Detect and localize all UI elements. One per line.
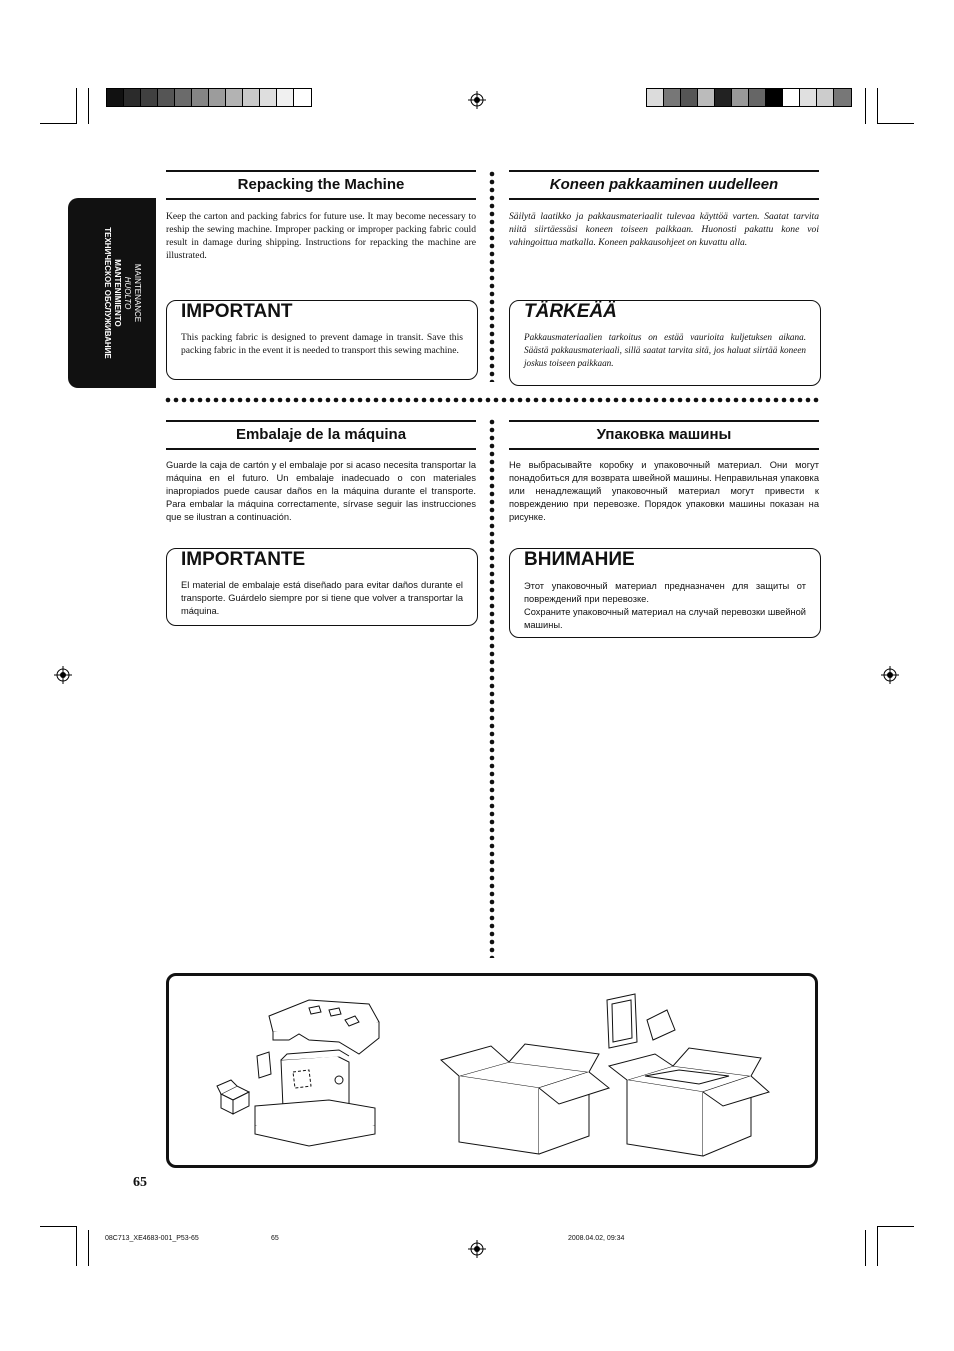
important-box-text: Pakkausmateriaalien tarkoitus on estää vaurioita kuljetuksen aikana. Säästä pakkausmateriaali, sillä saatat tarvita sitä, jos haluat siirtää koneen joskus toiseen paikkaan.: [524, 332, 806, 368]
registration-mark-icon: [54, 666, 72, 684]
color-swatch: [277, 89, 294, 106]
registration-mark-icon: [881, 666, 899, 684]
footer-timestamp: 2008.04.02, 09:34: [568, 1235, 625, 1242]
chapter-side-tab-label: [102, 203, 142, 383]
color-swatch: [715, 89, 732, 106]
color-swatch: [766, 89, 783, 106]
important-box-title: TÄRKEÄÄ: [524, 301, 617, 322]
accessory-box-icon: [217, 1080, 249, 1114]
packed-box-icon: [609, 1048, 769, 1156]
color-swatch: [209, 89, 226, 106]
important-box-finnish: [509, 300, 821, 386]
page-number: 65: [133, 1175, 147, 1190]
important-box-russian: [509, 548, 821, 638]
color-swatch: [834, 89, 851, 106]
color-swatch: [817, 89, 834, 106]
important-box-english: [166, 300, 478, 380]
section-title-finnish: Koneen pakkaaminen uudelleen: [509, 170, 819, 200]
section-title-russian: Упаковка машины: [509, 420, 819, 450]
repacking-illustration-frame: [166, 973, 818, 1168]
packing-piece-icon: [257, 1052, 271, 1078]
side-tab-line: MANTENIMIENTO: [113, 259, 122, 327]
crop-mark: [865, 88, 866, 124]
color-swatch: [294, 89, 311, 106]
color-swatch: [783, 89, 800, 106]
registration-mark-icon: [468, 91, 486, 109]
section-title-spanish: Embalaje de la máquina: [166, 420, 476, 450]
crop-mark: [40, 1226, 76, 1227]
crop-mark: [76, 88, 77, 124]
important-box-title: IMPORTANT: [181, 301, 293, 322]
registration-mark-icon: [468, 1240, 486, 1258]
important-box-text: El material de embalaje está diseñado para evitar daños durante el transporte. Guárdelo siempre por si tiene que volver a transportar la máquina.: [181, 580, 463, 616]
footer-file-name: 08C713_XE4683-001_P53-65: [105, 1235, 199, 1242]
color-swatch: [158, 89, 175, 106]
bottom-styrofoam-icon: [255, 1100, 375, 1146]
important-box-text: Сохраните упаковочный материал на случай перевозки швейной машины.: [524, 607, 806, 630]
color-swatch: [192, 89, 209, 106]
color-swatch: [226, 89, 243, 106]
packing-board-icon: [607, 994, 675, 1048]
color-swatch: [732, 89, 749, 106]
color-swatch: [260, 89, 277, 106]
crop-mark: [88, 88, 89, 124]
important-box-title: IMPORTANTE: [181, 549, 306, 570]
top-styrofoam-icon: [269, 1000, 379, 1054]
color-swatch: [124, 89, 141, 106]
color-swatch: [243, 89, 260, 106]
footer-page: 65: [271, 1235, 279, 1242]
section-text-english: Keep the carton and packing fabrics for future use. It may become necessary to reship the sewing machine. Improper packing or improper packing fabric could result in damage during shipping. Instructions for repacking the machine are illustrated.: [166, 211, 476, 261]
color-swatch: [141, 89, 158, 106]
dotted-divider: [164, 397, 820, 403]
important-box-text: Этот упаковочный материал предназначен для защиты от повреждений при перевозке.: [524, 581, 806, 604]
crop-mark: [877, 1226, 878, 1266]
dotted-divider: [489, 170, 495, 382]
repacking-illustration: [169, 976, 815, 1165]
crop-mark: [865, 1230, 866, 1266]
color-swatch: [800, 89, 817, 106]
side-tab-line: MAINTENANCE: [133, 263, 142, 323]
crop-mark: [878, 1226, 914, 1227]
color-swatch: [107, 89, 124, 106]
color-swatch: [647, 89, 664, 106]
crop-mark: [40, 123, 76, 124]
chapter-side-tab: [68, 198, 156, 388]
color-calibration-bar: [646, 88, 852, 107]
color-swatch: [681, 89, 698, 106]
crop-mark: [878, 123, 914, 124]
open-box-icon: [441, 1044, 609, 1154]
dotted-divider: [489, 418, 495, 958]
color-swatch: [749, 89, 766, 106]
section-text-russian: Не выбрасывайте коробку и упаковочный материал. Они могут понадобиться для возврата швейной машины. Неправильная упаковка или ненадлежащий упаковочный материал могут привести к повреждению при перевозке. Порядок упаковки машины показан на рисунке.: [509, 460, 819, 522]
important-box-spanish: [166, 548, 478, 626]
color-swatch: [175, 89, 192, 106]
color-swatch: [698, 89, 715, 106]
section-text-spanish: Guarde la caja de cartón y el embalaje por si acaso necesita transportar la máquina en el futuro. Un embalaje inadecuado o con materiales inapropiados puede causar daños en la máquina durante el transporte. Para embalar la máquina correctamente, sírvase seguir las instrucciones que se ilustran a continuación.: [166, 460, 476, 522]
color-calibration-bar: [106, 88, 312, 107]
section-title-english: Repacking the Machine: [166, 170, 476, 200]
crop-mark: [76, 1226, 77, 1266]
sewing-machine-icon: [281, 1050, 349, 1108]
color-swatch: [664, 89, 681, 106]
important-box-text: This packing fabric is designed to prevent damage in transit. Save this packing fabric in the event it is needed to transport this sewing machine.: [181, 332, 463, 356]
crop-mark: [88, 1230, 89, 1266]
side-tab-line: ТЕХНИЧЕСКОЕ ОБСЛУЖИВАНИЕ: [103, 227, 112, 359]
side-tab-line: HUOLTO: [123, 276, 132, 310]
important-box-title: ВНИМАНИЕ: [524, 549, 635, 570]
section-text-finnish: Säilytä laatikko ja pakkausmateriaalit tulevaa käyttöä varten. Saatat tarvita niitä siirtäessäsi koneen toiseen paikkaan. Huonosti pakattu kone voi vahingoittua matkalla. Koneen pakkausohjeet on kuvattu alla.: [509, 211, 819, 248]
crop-mark: [877, 88, 878, 124]
